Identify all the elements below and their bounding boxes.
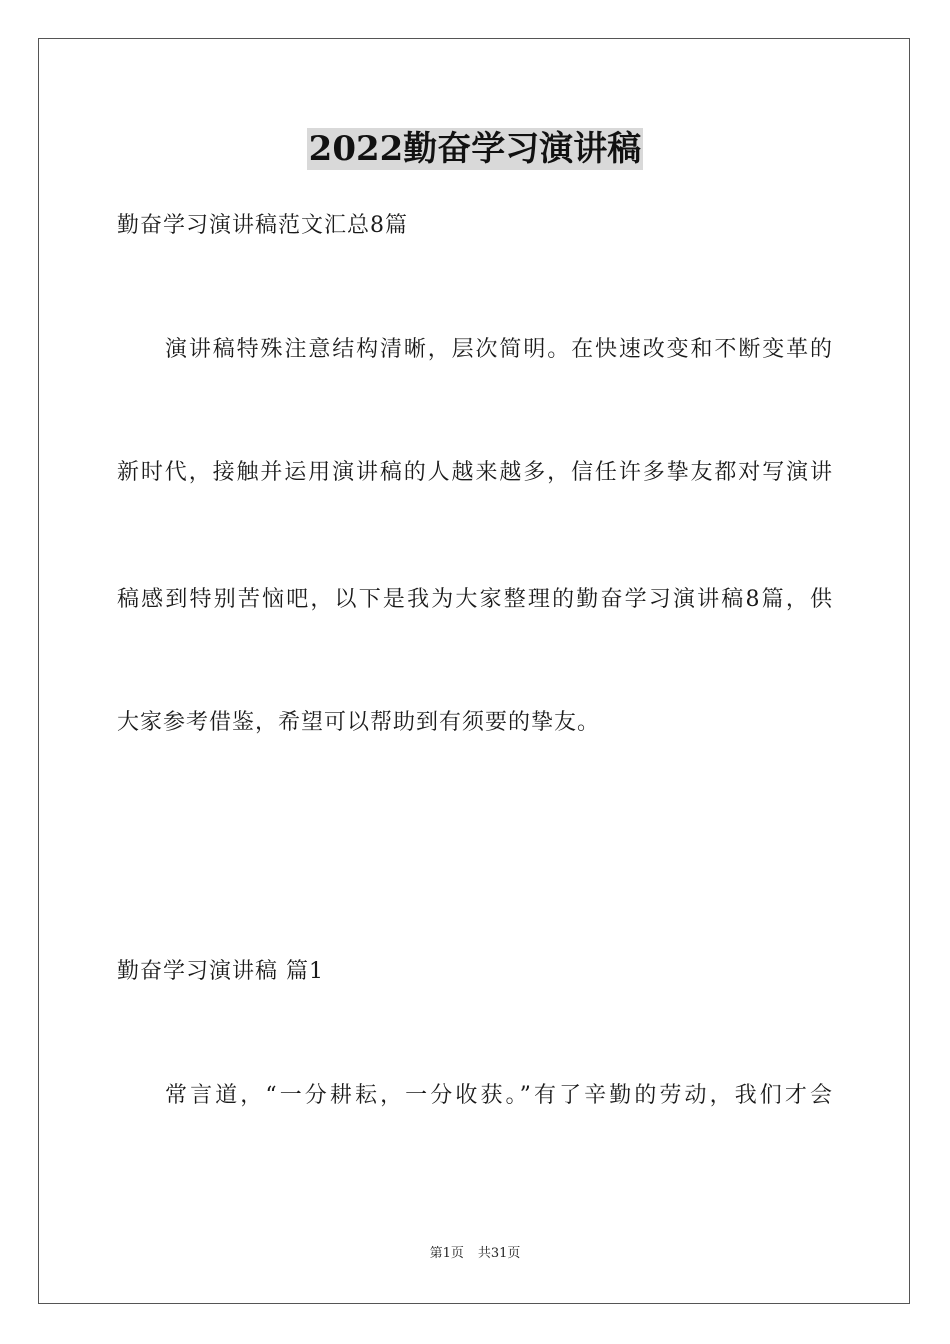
document-subtitle: 勤奋学习演讲稿范文汇总8篇 — [117, 213, 408, 238]
intro-line-1: 演讲稿特殊注意结构清晰，层次简明。在快速改变和不断变革的 — [165, 337, 833, 362]
intro-line-2: 新时代，接触并运用演讲稿的人越来越多，信任许多挚友都对写演讲 — [117, 460, 833, 485]
page-footer — [0, 1245, 950, 1263]
intro-line-3: 稿感到特别苦恼吧，以下是我为大家整理的勤奋学习演讲稿8篇，供 — [117, 587, 833, 612]
intro-line-4: 大家参考借鉴，希望可以帮助到有须要的挚友。 — [117, 710, 601, 735]
page-number: 第1页 — [429, 1246, 464, 1261]
section-heading: 勤奋学习演讲稿 篇1 — [117, 959, 324, 984]
document-title: 2022勤奋学习演讲稿 — [308, 129, 642, 169]
title-container — [0, 128, 950, 170]
section-paragraph-line-1: 常言道，“一分耕耘，一分收获。”有了辛勤的劳动，我们才会 — [165, 1083, 833, 1108]
page-total: 共31页 — [477, 1246, 521, 1261]
